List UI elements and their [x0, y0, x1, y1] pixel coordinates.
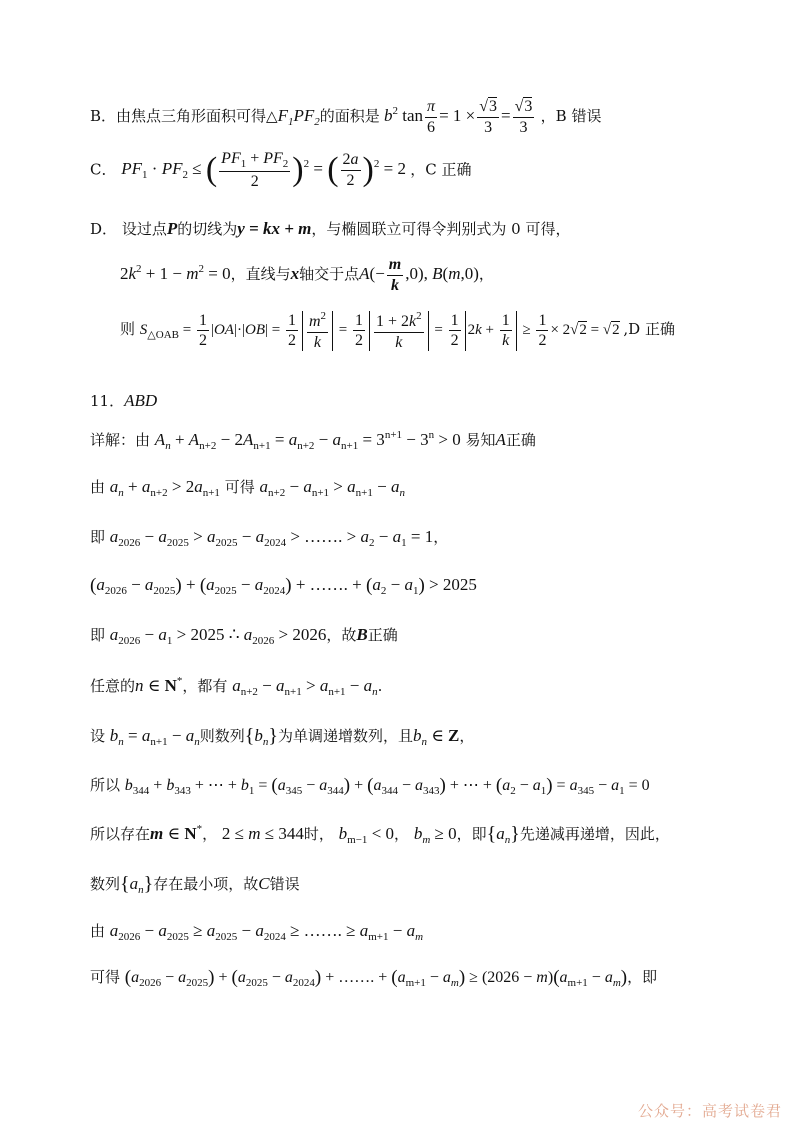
math-bn-seq: $\{b_n\}$ — [244, 725, 278, 748]
option-d-label: D． — [90, 220, 118, 238]
watermark: 公众号：高考试卷君 — [637, 1102, 782, 1120]
text-seq: 数列 — [90, 875, 121, 893]
derivation-line1 — [90, 478, 760, 499]
option-d-line3 — [120, 310, 760, 351]
math-detail-a: $A_n + A_{n+2} - 2A_{n+1} = a_{n+2} - a_{n+1} = 3^{n+1} - 3^n > 0$ — [154, 429, 461, 452]
math-c-letter: C — [258, 874, 270, 893]
text-c-verdict: 错误 — [269, 875, 300, 893]
option-b-text2: 的面积是 — [319, 107, 380, 125]
derivation-line3 — [90, 576, 760, 597]
option-d-line1 — [90, 220, 760, 237]
math-sum-1: $(a_{2026} - a_{2025}) + (a_{2025} - a_{2024})$ + ……. + $(a_2 - a_1) > 2025$ — [90, 575, 477, 597]
option-c-verdict: ，C 正确 — [410, 160, 472, 179]
math-chain-1: $a_{2026} - a_{2025} > a_{2025} - a_{2024}$ > ……. > $a_2 - a_1 = 1$ — [109, 527, 434, 549]
derivation-line11 — [90, 968, 760, 989]
option-b-text: 由焦点三角形面积可得△ — [116, 107, 278, 125]
text-can-get-2: 可得 — [90, 968, 121, 986]
text-therefore-b: ，故 — [326, 626, 357, 644]
detail-label: 详解：由 — [90, 431, 151, 449]
math-area-chain: $S_{\triangle OAB}$ = $\frac{1}{2}$ |OA|·|OB| = $\frac{1}{2}$ $\frac{m^2}{k}$ = $\frac{1}{2}$ $\frac{1 + 2k^2}{k}$ = $\frac{1}{2}$ 2k + $\frac{1}{k}$ ≥ $\frac{1}{2}$ × 2√2 = √2 — [139, 310, 620, 351]
math-sum-2: $(a_{2026} - a_{2025}) + (a_{2025} - a_{2024})$ + ……. + $(a_{m+1} - a_m) \ge (2026 - m)(a_{m+1} - a_m)$ — [124, 967, 628, 989]
option-d-text6: 则 — [120, 320, 136, 339]
math-an-seq: $\{a_n\}$ — [486, 823, 520, 846]
math-bn-def: $b_n = a_{n+1} - a_n$ — [109, 726, 200, 748]
text-when: 时， — [303, 825, 334, 843]
text-so-1: 所以 — [90, 776, 121, 794]
math-tangent: y = kx + m — [237, 219, 312, 238]
derivation-line4 — [90, 626, 760, 647]
text-so-exists: 所以存在 — [90, 825, 151, 843]
derivation-line6: 设 $b_n = a_{n+1} - a_n$则数列$\{b_n\}$为单调递增数列，且$b_n$ ∈ Z， — [90, 725, 475, 748]
math-m-range: 2 ≤ m ≤ 344 — [221, 824, 304, 843]
math-m-in-n: m ∈ N* — [150, 823, 203, 843]
math-f1pf2: $F_1PF_2$ — [277, 106, 320, 128]
math-b-result: $a_{2026} - a_1 > 2025$ ∴ $a_{2026} > 2026$ — [109, 625, 327, 647]
math-x: x — [290, 264, 300, 283]
q11-number: 11． — [90, 392, 125, 410]
math-b-area: $b^2$ tan $\frac{\pi}{6}$ = 1 × $\frac{√3}{3}$ = $\frac{√3}{3}$ — [384, 98, 533, 136]
derivation-line10 — [90, 922, 760, 943]
text-from-2: 由 — [90, 922, 106, 940]
derivation-line2: 即 $a_{2026} - a_{2025} > a_{2025} - a_{2024}$ > ……. > $a_2 - a_1 = 1$， — [90, 527, 449, 549]
text-any: 任意的 — [90, 677, 136, 695]
option-b-label: B． — [90, 107, 117, 125]
math-points: A(− $\frac{m}{k}$ ,0), B(m,0) — [359, 256, 479, 294]
text-dec-inc: 先递减再递增，因此， — [519, 825, 670, 843]
text-ji-1: 即 — [90, 528, 106, 546]
math-n-in-n: n ∈ N* — [135, 675, 183, 695]
math-diff-inc: $a_{n+2} - a_{n+1} > a_{n+1} - a_n$ — [259, 477, 405, 499]
math-bn-z: $b_n$ ∈ Z — [412, 726, 460, 748]
text-min-term: 存在最小项，故 — [153, 875, 259, 893]
q11-header — [90, 392, 760, 409]
q11-answer: ABD — [124, 391, 158, 410]
math-a-letter: A — [495, 430, 506, 449]
derivation-line5: 任意的n ∈ N*，都有 $a_{n+2} - a_{n+1} > a_{n+1} - a_n$. — [90, 675, 383, 698]
derivation-line7 — [90, 776, 760, 797]
option-d-text2: 的切线为 — [177, 220, 238, 238]
text-then-seq: 则数列 — [199, 727, 245, 745]
math-chain-2: $a_{2026} - a_{2025} \ge a_{2025} - a_{2024}$ ≥ ……. ≥ $a_{m+1} - a_m$ — [109, 921, 424, 943]
detail-a-verdict: 正确 — [505, 431, 536, 449]
option-d-text3: ，与椭圆联立可得令判别式为 0 可得， — [311, 220, 571, 238]
detail-a-text: 易知 — [465, 431, 496, 449]
text-ji-3: ，即 — [627, 968, 658, 986]
math-discriminant: $2k^2 + 1 - m^2 = 0$ — [120, 263, 231, 283]
derivation-line9 — [90, 874, 760, 896]
text-can-get: 可得 — [224, 478, 255, 496]
text-b-verdict: 正确 — [367, 626, 398, 644]
text-let: 设 — [90, 727, 106, 745]
math-diff-inc-2: $a_{n+2} - a_{n+1} > a_{n+1} - a_n$ — [232, 676, 378, 698]
math-telescope: $b_{344} + b_{343}$ + ⋯ + $b_1 = (a_{345} - a_{344}) + (a_{344} - a_{343})$ + ⋯ + $(a_2 - a_1) = a_{345} - a_1 = 0$ — [124, 775, 650, 797]
option-d-text1: 设过点 — [121, 220, 167, 238]
option-d-text4: ，直线与 — [230, 265, 291, 283]
option-d-verdict: ,D 正确 — [623, 320, 675, 339]
text-monotone: 为单调递增数列，且 — [277, 727, 413, 745]
option-d-line2: $2k^2 + 1 - m^2 = 0$，直线与x轴交于点A(− $\frac{m}{k}$ ,0), B(m,0)， — [120, 256, 494, 294]
math-bm: $b_m \ge 0$ — [413, 824, 457, 846]
derivation-line8: 所以存在m ∈ N*， 2 ≤ m ≤ 344时， $b_{m-1} < 0$， $b_m \ge 0$，即$\{a_n\}$先递减再递增，因此， — [90, 823, 670, 846]
text-from: 由 — [90, 478, 106, 496]
math-c-inequality: $PF_1 \cdot PF_2$ ≤ ( $\frac{PF_1 + PF_2}{2}$ )$^2$ = ( $\frac{2a}{2}$ )$^2$ = 2 — [121, 150, 411, 191]
math-p: P — [166, 219, 178, 238]
math-bm-1: $b_{m-1} < 0$ — [338, 824, 395, 846]
option-b-line — [90, 98, 760, 136]
option-b-verdict: ，B 错误 — [540, 107, 602, 125]
detail-line — [90, 430, 760, 452]
option-c-line — [90, 150, 760, 191]
math-b-letter: B — [356, 625, 368, 644]
option-c-label: C． — [90, 160, 117, 179]
text-ji-2: 即 — [90, 626, 106, 644]
math-convex: $a_n + a_{n+2} > 2a_{n+1}$ — [109, 477, 220, 499]
text-all-have: ，都有 — [182, 677, 228, 695]
option-d-text5: 轴交于点 — [299, 265, 360, 283]
math-an-seq-2: $\{a_n\}$ — [120, 873, 154, 896]
